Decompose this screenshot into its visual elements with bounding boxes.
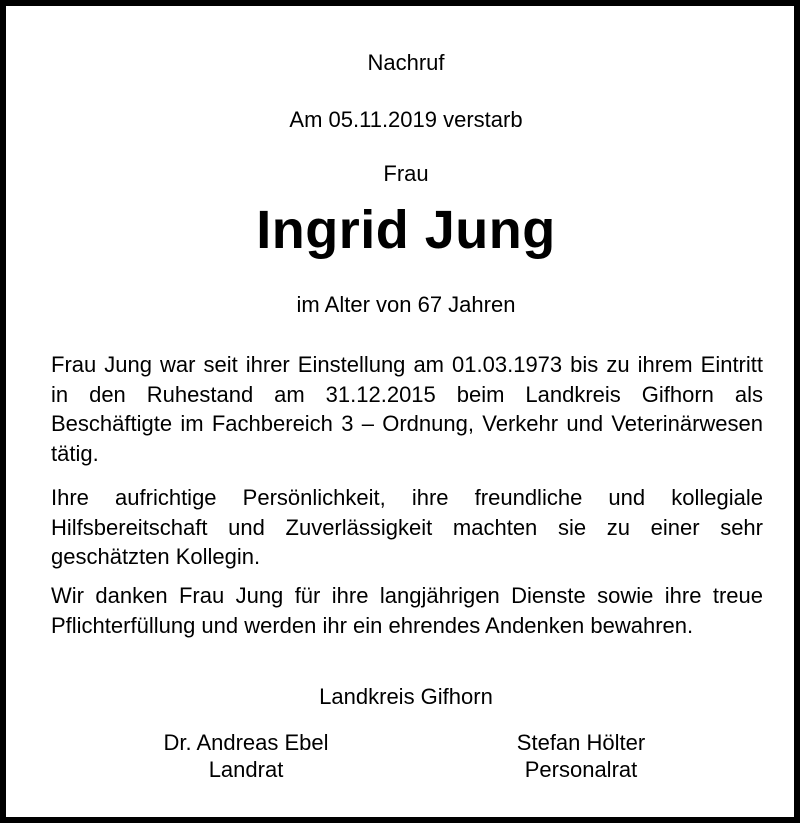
notice-heading: Nachruf — [367, 50, 445, 75]
signatory-title: Personalrat — [524, 757, 638, 782]
deceased-name: Ingrid Jung — [256, 200, 556, 260]
signatory-name: Dr. Andreas Ebel — [163, 730, 329, 755]
paragraph-employment: Frau Jung war seit ihrer Einstellung am 01.03.1973 bis zu ihrem Eintritt in den Ruhestand am 31.12.2015 beim Landkreis Gifhorn als Beschäftigte im Fachbereich 3 – Ordnung, Verkehr und Veterinärwesen tätig. — [51, 352, 763, 466]
signatory-title: Landrat — [208, 757, 284, 782]
salutation: Frau — [383, 161, 429, 186]
signatory-name: Stefan Hölter — [516, 730, 646, 755]
death-date-line: Am 05.11.2019 verstarb — [289, 107, 523, 132]
signatory-right — [451, 729, 711, 783]
age-line: im Alter von 67 Jahren — [296, 292, 516, 317]
paragraph-personality: Ihre aufrichtige Persönlichkeit, ihre freundliche und kollegiale Hilfsbereitschaft und Zuverlässigkeit machten sie zu einer sehr geschätzten Kollegin. — [51, 485, 763, 569]
signatory-left — [116, 729, 376, 783]
paragraph-thanks: Wir danken Frau Jung für ihre langjährigen Dienste sowie ihre treue Pflichterfüllung und werden ihr ein ehrendes Andenken bewahren. — [51, 583, 763, 638]
organization-name: Landkreis Gifhorn — [319, 684, 493, 709]
